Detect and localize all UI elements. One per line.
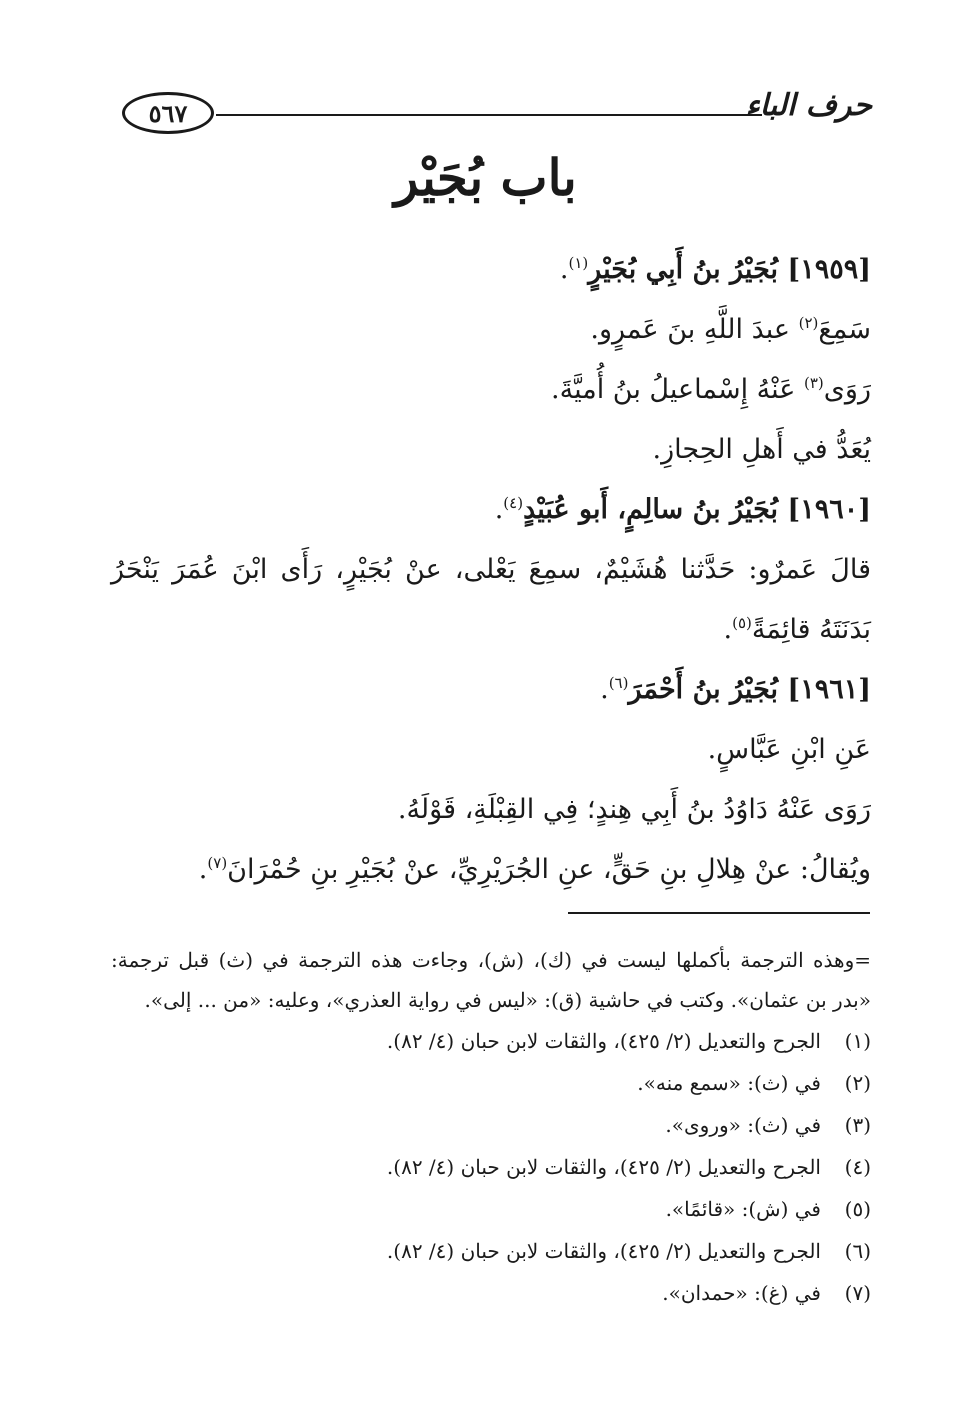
footnote-item: [111, 1020, 871, 1062]
entry-heading: [١٩٦٠] بُجَيْرُ بنُ سالِمٍ، أَبو عُبَيْدٍ: [523, 494, 871, 525]
page-number: ٥٦٧: [122, 92, 214, 134]
running-head: حرف الباء: [745, 88, 872, 123]
header-rule: [216, 114, 762, 116]
entry-heading: [١٩٥٩] بُجَيْرُ بنُ أَبِي بُجَيْرٍ: [588, 254, 871, 285]
body-text: [111, 240, 871, 900]
body-line: [111, 660, 871, 720]
entry-heading: [١٩٦١] بُجَيْرُ بنُ أَحْمَرَ: [628, 674, 871, 705]
body-line: [111, 240, 871, 300]
body-line: [111, 840, 871, 900]
footnote-ref: (٦): [608, 674, 629, 692]
footnote-number: (٤): [844, 1155, 871, 1179]
footnote-number: (٧): [844, 1281, 871, 1305]
footnote-continuation: =وهذه الترجمة بأكملها ليست في (ك)، (ش)، وجاءت هذه الترجمة في (ث) قبل ترجمة: «بدر بن عثمان». وكتب في حاشية (ق): «ليس في رواية العذري»، وعليه: «من ... إلى».: [111, 948, 871, 1012]
body-line: [111, 480, 871, 540]
line-text: رَوَى: [823, 374, 871, 405]
body-line: [111, 420, 871, 480]
footnote-text: الجرح والتعديل (٢/ ٤٢٥)، والثقات لابن حبان (٤/ ٨٢).: [386, 1029, 821, 1053]
body-line: [111, 360, 871, 420]
footnote-text: في (ث): «سمع منه».: [637, 1071, 821, 1095]
footnote-separator: [568, 912, 870, 914]
footnote-item: [111, 1104, 871, 1146]
footnote-text: في (ث): «وروى».: [665, 1113, 821, 1137]
footnote-item: [111, 1272, 871, 1314]
chapter-title: باب بُجَيْر: [394, 148, 577, 207]
footnote-number: (٦): [844, 1239, 871, 1263]
line-tail: عبدَ اللَّهِ بنَ عَمرٍو.: [590, 314, 799, 345]
line-text: رَوَى عَنْهُ دَاوُدُ بنُ أَبِي هِندٍ؛ فِي القِبْلَةِ، قَوْلَهُ.: [397, 794, 871, 825]
footnote-text: الجرح والتعديل (٢/ ٤٢٥)، والثقات لابن حبان (٤/ ٨٢).: [386, 1155, 821, 1179]
footnote-text: الجرح والتعديل (٢/ ٤٢٥)، والثقات لابن حبان (٤/ ٨٢).: [386, 1239, 821, 1263]
footnote-ref: (١): [568, 254, 589, 272]
footnotes: [111, 940, 871, 1314]
footnote-number: (١): [844, 1029, 871, 1053]
footnote-number: (٥): [844, 1197, 871, 1221]
footnote-text: في (غ): «حمدان».: [662, 1281, 821, 1305]
line-tail: .: [198, 854, 208, 885]
line-tail: .: [559, 254, 569, 285]
line-tail: .: [600, 674, 609, 705]
line-text: يُعَدُّ في أَهلِ الحِجازِ.: [652, 434, 871, 465]
body-line: [111, 540, 871, 660]
body-line: [111, 300, 871, 360]
line-text: ويُقالُ: عنْ هِلالِ بنِ حَقٍّ، عنِ الجُرَيْرِيِّ، عنْ بُجَيْرِ بنِ حُمْرَانَ: [227, 854, 871, 885]
page-header: [112, 88, 872, 148]
footnote-item: [111, 1188, 871, 1230]
line-text: عَنِ ابْنِ عَبَّاسٍ.: [707, 734, 871, 765]
line-tail: .: [723, 614, 733, 645]
footnote-ref: (٥): [732, 614, 752, 632]
body-line: [111, 720, 871, 780]
footnote-item: [111, 1146, 871, 1188]
footnote-ref: (٧): [207, 854, 228, 872]
line-tail: عَنْهُ إِسْماعيلُ بنُ أُميَّةَ.: [551, 374, 804, 405]
footnote-ref: (٢): [798, 314, 819, 332]
footnote-text: في (ش): «قائمًا».: [665, 1197, 821, 1221]
line-text: قالَ عَمرٌو: حَدَّثنا هُشَيْمٌ، سمِعَ يَعْلى، عنْ بُجَيْرٍ، رَأَى ابْنَ عُمَرَ يَنْحَرُ بَدَنَتَهُ قائِمَةً: [111, 554, 871, 645]
footnote-number: (٣): [844, 1113, 871, 1137]
body-line: [111, 780, 871, 840]
footnote-item: [111, 1230, 871, 1272]
line-text: سَمِعَ: [818, 314, 871, 345]
footnote-ref: (٣): [804, 374, 824, 392]
footnote-number: (٢): [844, 1071, 871, 1095]
footnote-ref: (٤): [503, 494, 524, 512]
footnote-item: [111, 1062, 871, 1104]
line-tail: .: [494, 494, 504, 525]
